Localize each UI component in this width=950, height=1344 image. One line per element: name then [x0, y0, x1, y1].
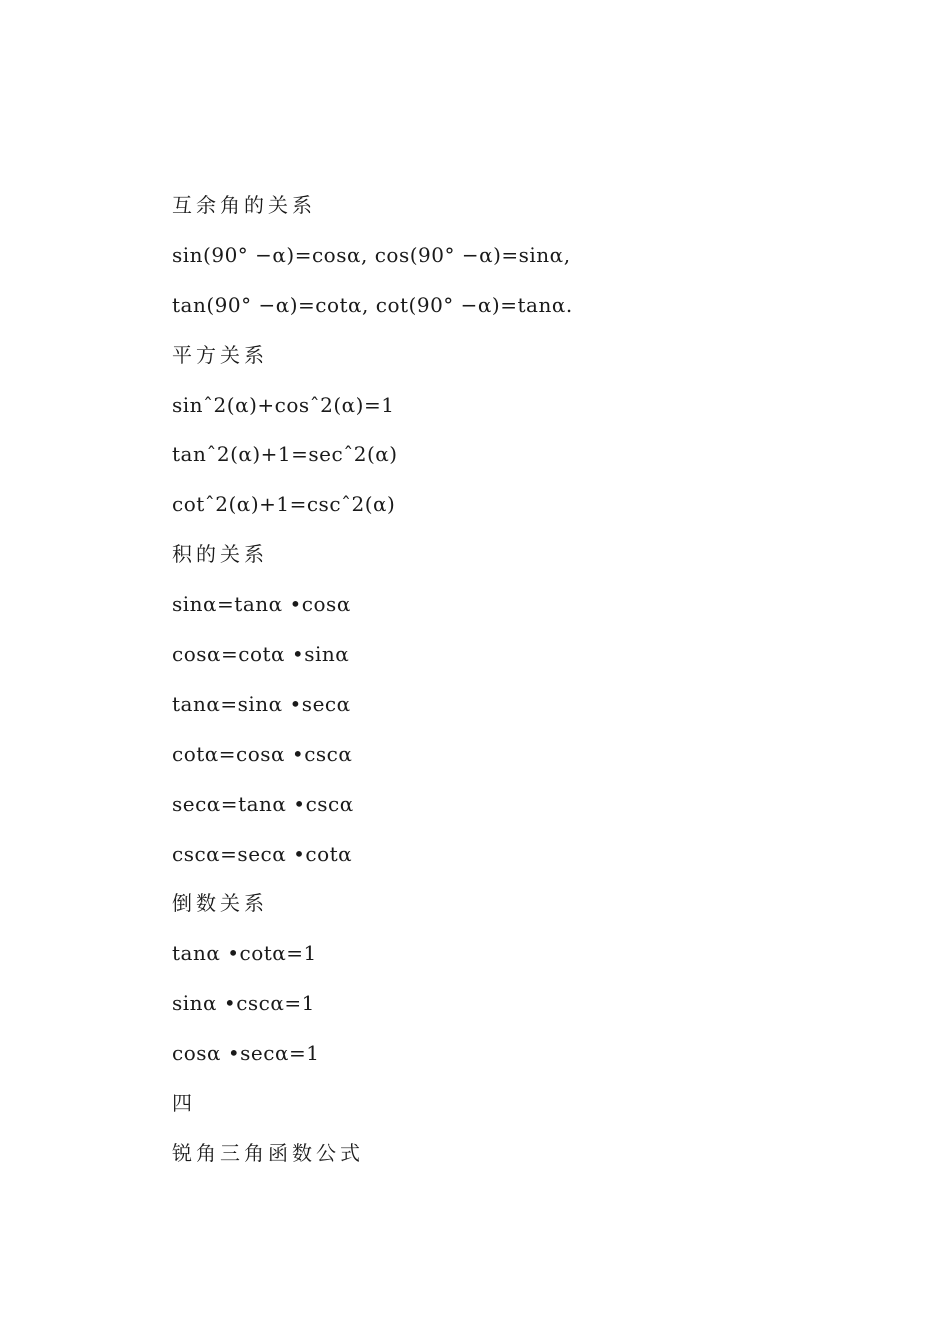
formula-line: cotα=cosα •cscα [172, 741, 353, 766]
formula-line: tanα •cotα=1 [172, 941, 317, 966]
section-heading-square: 平方关系 [172, 342, 268, 367]
document-body [172, 187, 872, 1185]
formula-line: sinα=tanα •cosα [172, 592, 351, 617]
formula-line: secα=tanα •cscα [172, 791, 354, 816]
formula-line: sin(90° −α)=cosα, cos(90° −α)=sinα, [172, 242, 571, 267]
formula-line: cosα=cotα •sinα [172, 642, 350, 667]
formula-line: tan(90° −α)=cotα, cot(90° −α)=tanα. [172, 292, 573, 317]
section-heading-product: 积的关系 [172, 542, 268, 567]
section-heading-acute-angle: 锐角三角函数公式 [172, 1140, 364, 1165]
formula-line: sinα •cscα=1 [172, 991, 315, 1016]
formula-line: cotˆ2(α)+1=cscˆ2(α) [172, 492, 396, 517]
formula-line: cosα •secα=1 [172, 1041, 320, 1066]
formula-line: tanα=sinα •secα [172, 691, 351, 716]
section-heading-reciprocal: 倒数关系 [172, 891, 268, 916]
section-number: 四 [172, 1091, 196, 1116]
section-heading-complementary: 互余角的关系 [172, 193, 316, 217]
formula-line: tanˆ2(α)+1=secˆ2(α) [172, 442, 398, 467]
formula-line: sinˆ2(α)+cosˆ2(α)=1 [172, 392, 395, 417]
formula-line: cscα=secα •cotα [172, 841, 353, 866]
